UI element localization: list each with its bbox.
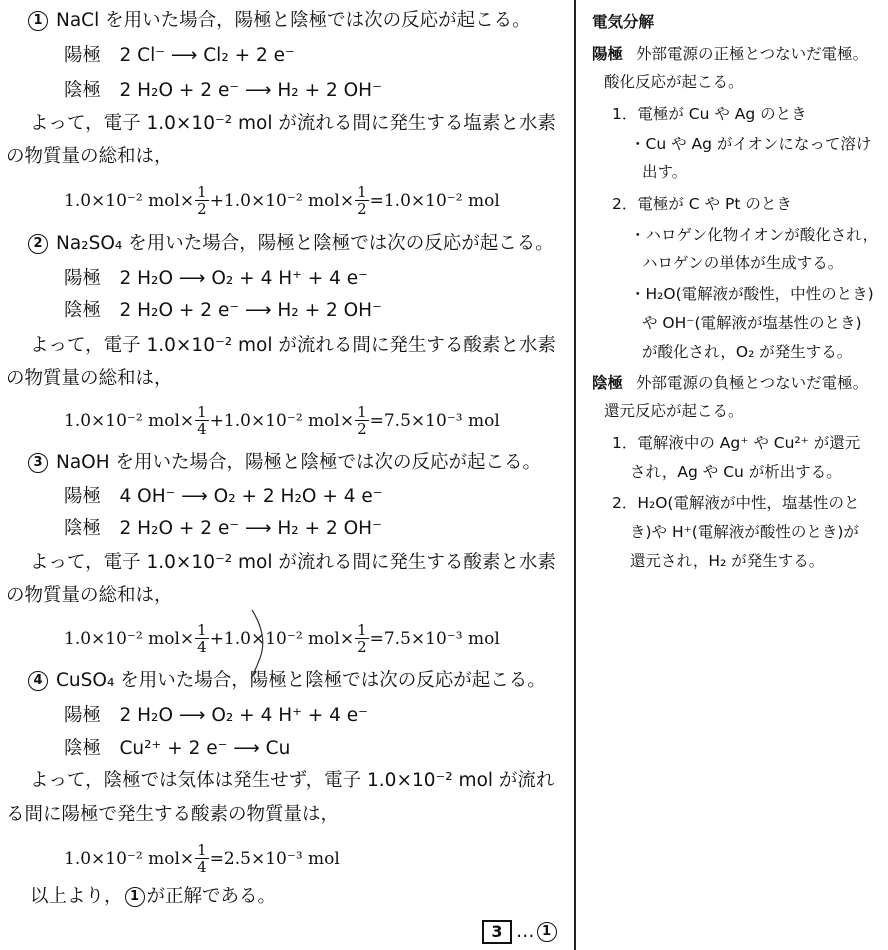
case-2-heading: 2 Na₂SO₄ を用いた場合，陽極と陰極では次の反応が起こる。 — [28, 233, 554, 255]
cathode-definition: 陰極 外部電源の負極とつないだ電極。 — [592, 374, 869, 392]
anode-item-1-bullet: ・Cu や Ag がイオンになって溶け — [630, 135, 872, 153]
cathode-item-2: 2．H₂O(電解液が中性，塩基性のと — [612, 494, 860, 512]
case-4-heading: 4 CuSO₄ を用いた場合，陽極と陰極では次の反応が起こる。 — [28, 670, 546, 692]
anode-item-1-bullet-cont: 出す。 — [642, 163, 688, 181]
case-4-cathode-reaction: 陰極 Cu²⁺ + 2 e⁻ ⟶ Cu — [64, 738, 291, 759]
circled-number-1: 1 — [125, 887, 145, 907]
column-divider — [574, 0, 576, 950]
fraction: $\frac{1}{2}$ — [357, 183, 367, 218]
cathode-item-1-cont: され，Ag や Cu が析出する。 — [630, 463, 842, 481]
case-4-paragraph-line2: る間に陽極で発生する酸素の物質量は， — [6, 804, 340, 825]
right-sidebar-notes — [586, 0, 882, 950]
case-1-paragraph-line1: よって，電子 1.0×10⁻² mol が流れる間に発生する塩素と水素 — [30, 113, 556, 134]
cathode-item-2-cont2: 還元され，H₂ が発生する。 — [630, 552, 825, 570]
anode-item-2-bullet-2-cont: や OH⁻(電解液が塩基性のとき) — [642, 314, 862, 332]
case-4-anode-reaction: 陽極 2 H₂O ⟶ O₂ + 4 H⁺ + 4 e⁻ — [64, 705, 368, 726]
fraction: $\frac{1}{2}$ — [357, 621, 367, 656]
fraction: $\frac{1}{2}$ — [357, 403, 367, 438]
case-3-anode-reaction: 陽極 4 OH⁻ ⟶ O₂ + 2 H₂O + 4 e⁻ — [64, 486, 383, 507]
case-3-paragraph-line2: の物質量の総和は， — [6, 585, 173, 606]
answer-box: 3 — [482, 920, 512, 944]
anode-definition: 陽極 外部電源の正極とつないだ電極。 — [592, 45, 869, 63]
circled-number-1: 1 — [537, 922, 557, 942]
case-1-cathode-reaction: 陰極 2 H₂O + 2 e⁻ ⟶ H₂ + 2 OH⁻ — [64, 80, 382, 101]
case-1-heading: 1 NaCl を用いた場合，陽極と陰極では次の反応が起こる。 — [28, 10, 531, 32]
case-2-anode-reaction: 陽極 2 H₂O ⟶ O₂ + 4 H⁺ + 4 e⁻ — [64, 268, 368, 289]
cathode-item-1: 1．電解液中の Ag⁺ や Cu²⁺ が還元 — [612, 434, 861, 452]
case-4-paragraph-line1: よって，陰極では気体は発生せず，電子 1.0×10⁻² mol が流れ — [30, 770, 555, 791]
notes-title: 電気分解 — [592, 13, 655, 31]
cathode-item-2-cont: き)や H⁺(電解液が酸性のとき)が — [630, 523, 859, 541]
cathode-label: 陰極 — [592, 374, 624, 392]
cathode-definition-line2: 還元反応が起こる。 — [604, 402, 744, 420]
anode-item-2-bullet-1: ・ハロゲン化物イオンが酸化され， — [630, 226, 879, 244]
anode-item-1: 1．電極が Cu や Ag のとき — [612, 105, 807, 123]
case-1-equation: 1.0×10⁻² mol× $\frac{1}{2}$ +1.0×10⁻² mol× $\frac{1}{2}$ =1.0×10⁻² mol — [64, 183, 500, 218]
case-3-cathode-reaction: 陰極 2 H₂O + 2 e⁻ ⟶ H₂ + 2 OH⁻ — [64, 518, 382, 539]
case-1-paragraph-line2: の物質量の総和は， — [6, 146, 173, 167]
anode-label: 陽極 — [592, 45, 624, 63]
case-1-anode-reaction: 陽極 2 Cl⁻ ⟶ Cl₂ + 2 e⁻ — [64, 45, 295, 66]
case-3-equation: 1.0×10⁻² mol× $\frac{1}{4}$ +1.0×10⁻² mol× $\frac{1}{2}$ =7.5×10⁻³ mol — [64, 621, 500, 656]
anode-item-2-bullet-2: ・H₂O(電解液が酸性，中性のとき) — [630, 285, 874, 303]
case-2-cathode-reaction: 陰極 2 H₂O + 2 e⁻ ⟶ H₂ + 2 OH⁻ — [64, 300, 382, 321]
case-4-equation: 1.0×10⁻² mol× $\frac{1}{4}$ =2.5×10⁻³ mol — [64, 841, 340, 876]
fraction: $\frac{1}{2}$ — [197, 183, 207, 218]
fraction: $\frac{1}{4}$ — [197, 841, 207, 876]
anode-item-2-bullet-1-cont: ハロゲンの単体が生成する。 — [642, 254, 844, 272]
answer-marker: 3 … 1 — [482, 920, 557, 944]
anode-definition-line2: 酸化反応が起こる。 — [604, 73, 744, 91]
fraction: $\frac{1}{4}$ — [197, 403, 207, 438]
circled-number-2: 2 — [28, 234, 48, 254]
conclusion: 以上より， 1 が正解である。 — [30, 886, 277, 907]
case-2-paragraph-line2: の物質量の総和は， — [6, 368, 173, 389]
case-3-heading: 3 NaOH を用いた場合，陽極と陰極では次の反応が起こる。 — [28, 452, 541, 474]
anode-item-2: 2．電極が C や Pt のとき — [612, 195, 792, 213]
case-3-paragraph-line1: よって，電子 1.0×10⁻² mol が流れる間に発生する酸素と水素 — [30, 552, 556, 573]
case-2-equation: 1.0×10⁻² mol× $\frac{1}{4}$ +1.0×10⁻² mol× $\frac{1}{2}$ =7.5×10⁻³ mol — [64, 403, 500, 438]
circled-number-1: 1 — [28, 11, 48, 31]
anode-item-2-bullet-2-cont2: が酸化され，O₂ が発生する。 — [642, 343, 853, 361]
case-2-paragraph-line1: よって，電子 1.0×10⁻² mol が流れる間に発生する酸素と水素 — [30, 335, 556, 356]
circled-number-3: 3 — [28, 453, 48, 473]
circled-number-4: 4 — [28, 671, 48, 691]
fraction: $\frac{1}{4}$ — [197, 621, 207, 656]
